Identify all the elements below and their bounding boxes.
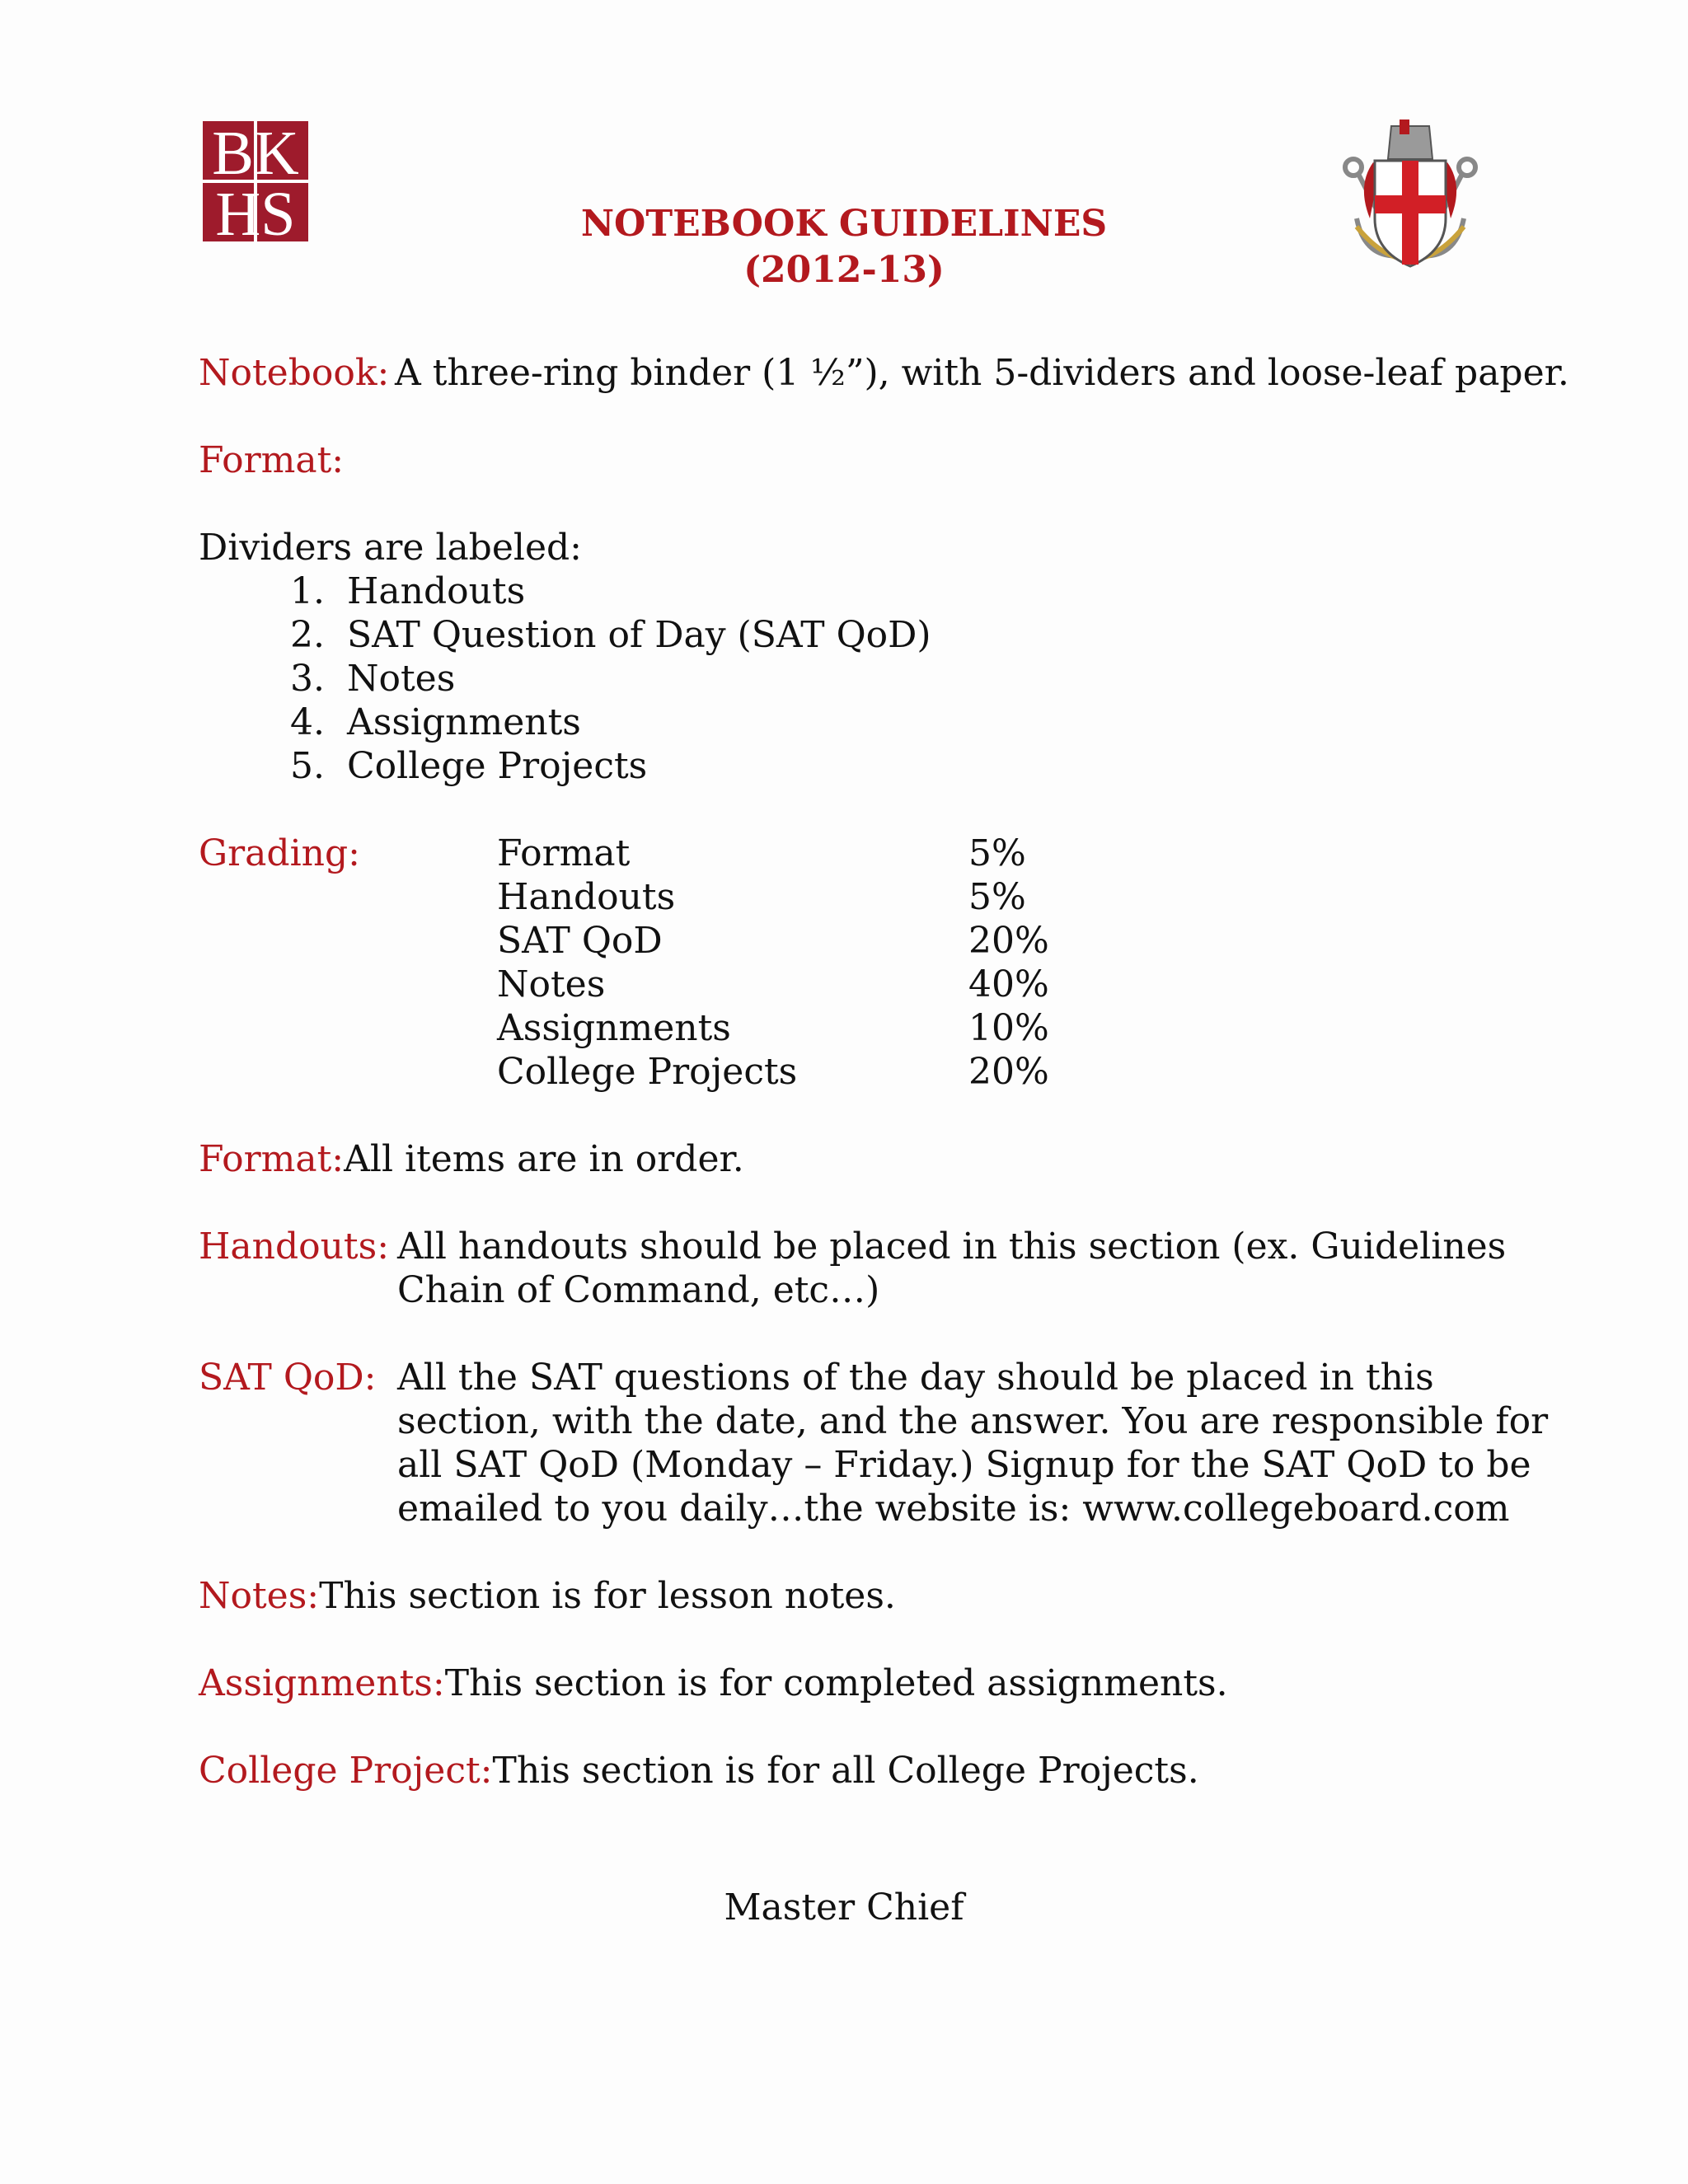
- page-title: NOTEBOOK GUIDELINES: [580, 203, 1108, 245]
- college-project-section: [199, 1749, 1199, 1793]
- grading-item: Format: [497, 832, 631, 874]
- format-section-text: All items are in order.: [344, 1138, 744, 1180]
- grading-percent: 5%: [968, 832, 1026, 874]
- list-item-number: 4.: [290, 701, 325, 743]
- list-item: Notes: [347, 658, 456, 700]
- list-item-number: 3.: [290, 658, 325, 700]
- assignments-label: Assignments:: [199, 1662, 445, 1704]
- grading-percent: 20%: [968, 920, 1049, 962]
- grading-percent: 5%: [968, 876, 1026, 918]
- grading-item: SAT QoD: [497, 920, 663, 962]
- handouts-line: All handouts should be placed in this section (ex. Guidelines: [397, 1226, 1507, 1268]
- grading-percent: 40%: [968, 963, 1049, 1005]
- grading-item: Assignments: [497, 1007, 731, 1049]
- sat-qod-line: All the SAT questions of the day should be placed in this: [397, 1357, 1434, 1399]
- assignments-text: This section is for completed assignments.: [444, 1662, 1228, 1704]
- grading-item: Notes: [497, 963, 606, 1005]
- grading-percent: 10%: [968, 1007, 1049, 1049]
- page-year: (2012-13): [743, 249, 945, 291]
- sat-qod-label: SAT QoD:: [199, 1357, 377, 1399]
- assignments-section: [199, 1661, 1228, 1705]
- format-heading: Format:: [199, 439, 345, 481]
- list-item-number: 5.: [290, 745, 325, 787]
- format-section: [199, 1137, 744, 1181]
- list-item-number: 2.: [290, 614, 325, 656]
- list-item: SAT Question of Day (SAT QoD): [347, 614, 931, 656]
- list-item: Handouts: [347, 570, 526, 612]
- list-item: College Projects: [347, 745, 648, 787]
- grading-label: Grading:: [199, 832, 360, 874]
- signature: Master Chief: [724, 1886, 964, 1929]
- dividers-intro: Dividers are labeled:: [199, 527, 582, 569]
- grading-percent: 20%: [968, 1051, 1049, 1093]
- format-section-label: Format:: [199, 1138, 345, 1180]
- notes-section: [199, 1574, 896, 1618]
- handouts-line: Chain of Command, etc…): [397, 1269, 880, 1311]
- grading-item: College Projects: [497, 1051, 798, 1093]
- sat-qod-line: section, with the date, and the answer. You are responsible for: [397, 1400, 1549, 1442]
- logo-text-top: BK: [212, 121, 299, 188]
- logo-text-bottom: HS: [215, 180, 296, 241]
- college-project-text: This section is for all College Projects.: [492, 1750, 1199, 1792]
- notes-text: This section is for lesson notes.: [319, 1575, 896, 1617]
- college-project-label: College Project:: [199, 1750, 493, 1792]
- grading-item: Handouts: [497, 876, 676, 918]
- sat-qod-line: emailed to you daily…the website is: www.collegeboard.com: [397, 1488, 1510, 1530]
- sat-qod-line: all SAT QoD (Monday – Friday.) Signup for the SAT QoD to be: [397, 1444, 1531, 1486]
- list-item-number: 1.: [290, 570, 325, 612]
- list-item: Assignments: [347, 701, 581, 743]
- notebook-text: A three-ring binder (1 ½”), with 5-dividers and loose-leaf paper.: [395, 352, 1569, 394]
- notebook-label: Notebook:: [199, 352, 390, 394]
- handouts-label: Handouts:: [199, 1226, 390, 1268]
- notes-label: Notes:: [199, 1575, 320, 1617]
